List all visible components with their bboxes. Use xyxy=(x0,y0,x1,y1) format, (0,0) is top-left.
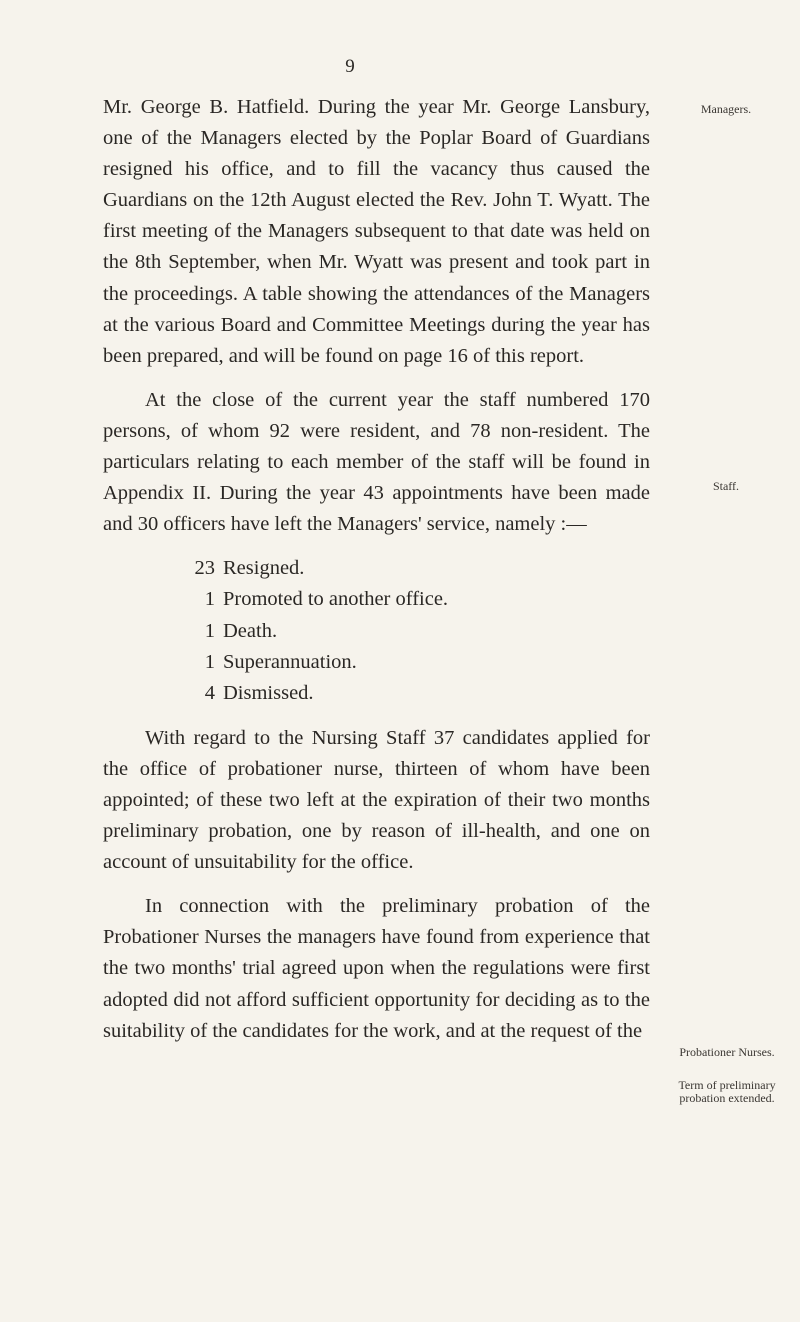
paragraph-nursing-staff: With regard to the Nursing Staff 37 candidates applied for the office of probationer nurse, thirteen of whom have been appointed; of these two left at the expiration of their two months preliminary probation, one by reason of ill-health, and one on account of unsuitability for the office. xyxy=(103,726,650,874)
departures-list xyxy=(103,553,650,708)
list-item xyxy=(103,584,650,615)
list-item xyxy=(103,616,650,647)
departure-count: 4 xyxy=(204,681,215,704)
main-text xyxy=(103,92,650,1047)
paragraph-managers: Mr. George B. Hatfield. During the year Mr. George Lansbury, one of the Managers elected by the Poplar Board of Guardians resigned his office, and to fill the vacancy thus caused the Guardians on the 12th August elected the Rev. John T. Wyatt. The first meeting of the Managers subsequent to that date was held on the 8th September, when Mr. Wyatt was present and took part in the proceedings. A table showing the attendances of the Managers at the various Board and Committee Meetings during the year has been prepared, and will be found on page 16 of this report. xyxy=(103,96,650,367)
page-number: 9 xyxy=(345,56,355,77)
departure-reason: Dismissed. xyxy=(223,681,314,704)
list-item xyxy=(103,647,650,678)
paragraph-probation: In connection with the preliminary probation of the Probationer Nurses the managers have found from experience that the two months' trial agreed upon when the regulations were first adopted did not afford sufficient opportunity for deciding as to the suitability of the candidates for the work, and at the request of the xyxy=(103,895,650,1042)
margin-note-managers: Managers. xyxy=(700,102,752,116)
departure-count: 1 xyxy=(204,588,215,611)
departure-reason: Promoted to another office. xyxy=(223,588,449,611)
departure-reason: Resigned. xyxy=(223,557,305,580)
departure-reason: Superannuation. xyxy=(223,650,357,673)
departure-reason: Death. xyxy=(223,619,278,642)
departure-count: 1 xyxy=(204,619,215,642)
margin-note-term-extended: Term of preliminary probation extended. xyxy=(678,1078,776,1105)
list-item xyxy=(103,553,650,584)
margin-note-staff: Staff. xyxy=(712,479,740,493)
list-item xyxy=(103,678,650,709)
paragraph-staff: At the close of the current year the staff numbered 170 persons, of whom 92 were resident, and 78 non-resident. The particulars relating to each member of the staff will be found in Appendix II. During the year 43 appointments have been made and 30 officers have left the Managers' service, namely :— xyxy=(103,388,650,536)
departure-count: 23 xyxy=(194,557,215,580)
departure-count: 1 xyxy=(204,650,215,673)
margin-note-probationer-nurses: Probationer Nurses. xyxy=(679,1045,775,1059)
